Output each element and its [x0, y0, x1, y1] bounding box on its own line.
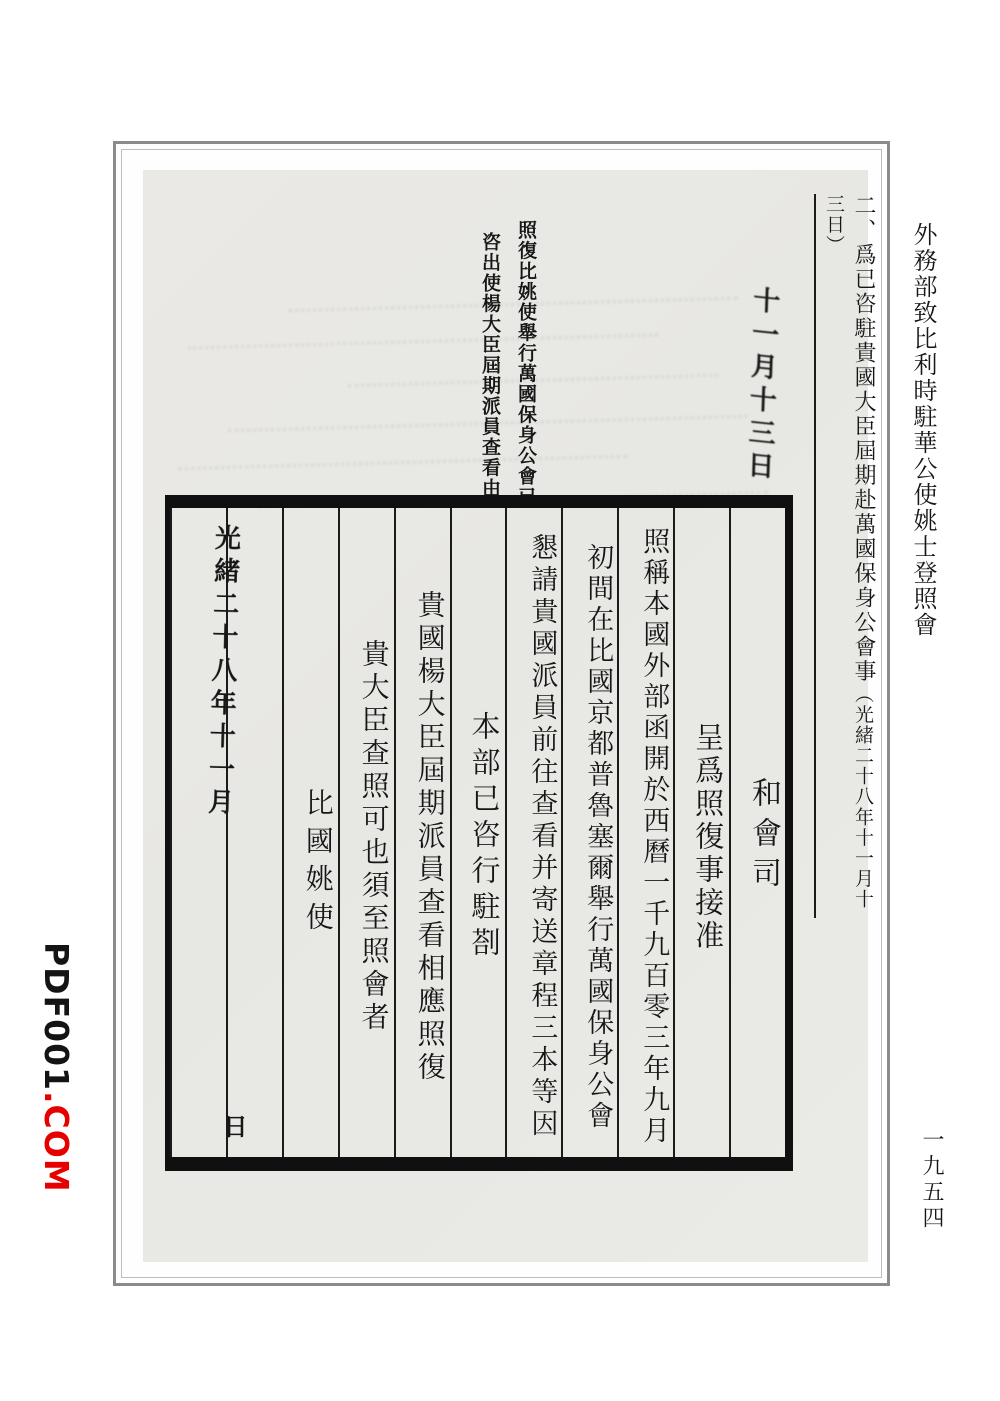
page-number: 一九五四 — [919, 1128, 944, 1232]
doc-column: 本部已咨行駐剳 — [450, 508, 506, 1157]
bleedthrough-texture — [168, 285, 778, 525]
watermark-text-red: .COM — [37, 1091, 76, 1193]
document-table — [165, 495, 793, 1171]
watermark — [37, 942, 76, 1193]
entry-header — [814, 194, 879, 918]
doc-column: 呈爲照復事接准 — [673, 508, 729, 1157]
doc-column: 和會司 — [729, 508, 785, 1157]
doc-column: 照稱本國外部函開於西曆一千九百零三年九月 — [617, 508, 673, 1157]
scanned-document — [143, 170, 876, 1262]
entry-header-title: 二、爲已咨駐貴國大臣屆期赴萬國保身公會事 — [851, 194, 876, 684]
doc-column: 初間在比國京都普魯塞爾舉行萬國保身公會 — [561, 508, 617, 1157]
doc-column: 貴大臣查照可也須至照會者 — [338, 508, 394, 1157]
doc-column: 貴國楊大臣屆期派員查看相應照復 — [394, 508, 450, 1157]
annotation-column-right: 照復比姚使舉行萬國保身公會已 — [515, 220, 537, 507]
doc-column: 懇請貴國派員前往查看并寄送章程三本等因 — [505, 508, 561, 1157]
handwritten-day-char: 日 — [219, 1114, 248, 1138]
watermark-text-black: PDF001 — [37, 942, 76, 1092]
entry-header-date: （光緒二十八年十一月十三日） — [823, 194, 874, 910]
annotation-column-left: 咨出使楊大臣屆期派員查看由 — [479, 232, 501, 499]
summary-annotation — [477, 220, 540, 520]
cursive-date-scribble: 十一月十三日 — [741, 284, 780, 486]
doc-column: 比國姚使 — [282, 508, 338, 1157]
margin-title: 外務部致比利時駐華公使姚士登照會 — [909, 222, 937, 638]
handwritten-date: 光緒二十八年十一月 — [203, 523, 241, 822]
